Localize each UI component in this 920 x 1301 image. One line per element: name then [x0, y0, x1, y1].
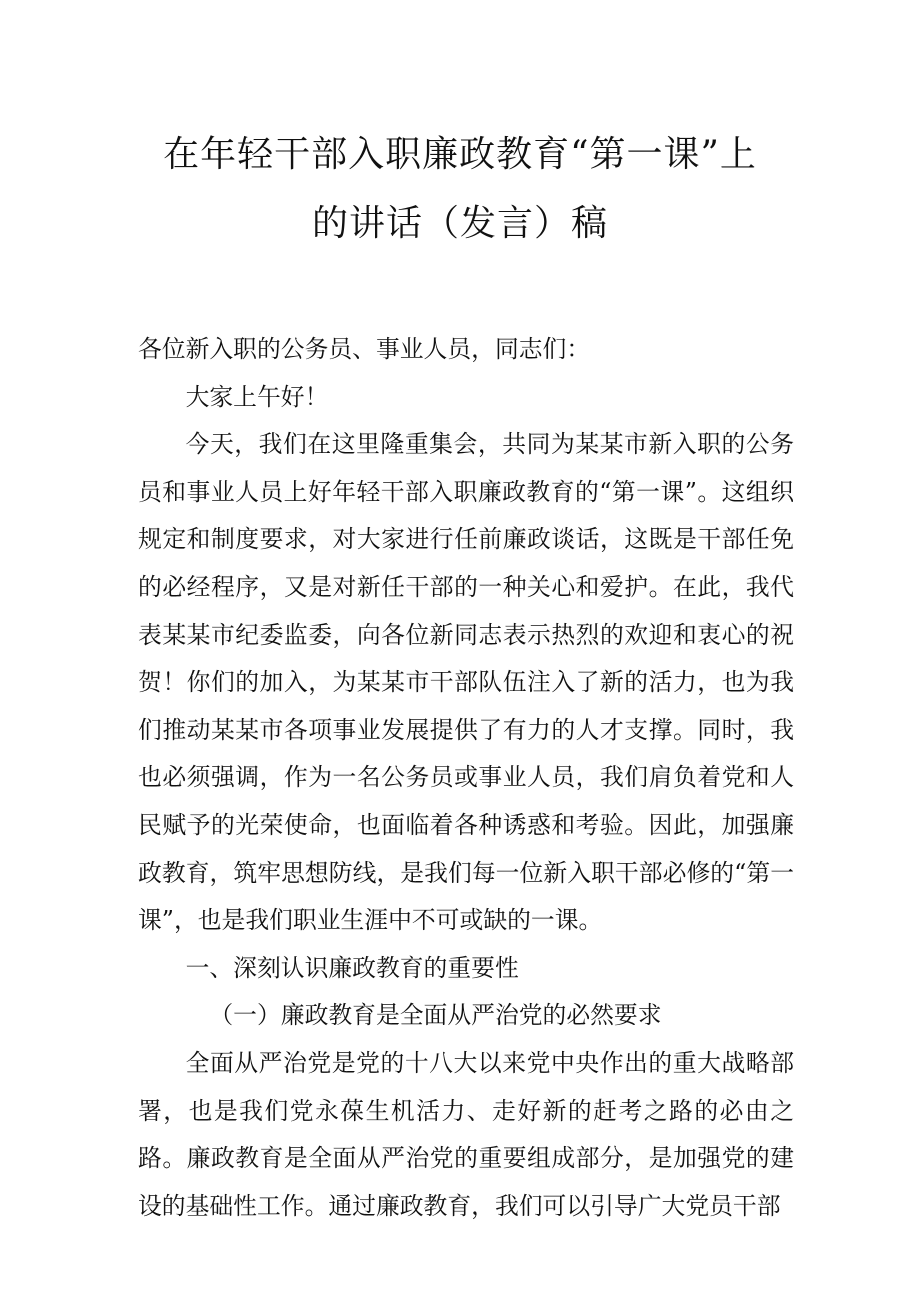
document-title-line-1: 在年轻干部入职廉政教育“第一课”上 — [163, 134, 757, 175]
greeting: 大家上午好！ — [185, 382, 329, 411]
paragraph: 今天，我们在这里隆重集会，共同为某某市新入职的公务员和事业人员上好年轻干部入职廉政教育的“第一课”。这组织规定和制度要求，对大家进行任前廉政谈话，这既是干部任免的必经程序，又是对新任干部的一种关心和爱护。在此，我代表某某市纪委监委，向各位新同志表示热烈的欢迎和衷心的祝贺！你们的加入，为某某市干部队伍注入了新的活力，也为我们推动某某市各项事业发展提供了有力的人才支撑。同时，我也必须强调，作为一名公务员或事业人员，我们肩负着党和人民赋予的光荣使命，也面临着各种诱惑和考验。因此，加强廉政教育，筑牢思想防线，是我们每一位新入职干部必修的“第一课”，也是我们职业生涯中不可或缺的一课。 — [138, 430, 794, 935]
paragraph: 全面从严治党是党的十八大以来党中央作出的重大战略部署，也是我们党永葆生机活力、走好新的赶考之路的必由之路。廉政教育是全面从严治党的重要组成部分，是加强党的建设的基础性工作。通过廉政教育，我们可以引导广大党员干部 — [138, 1048, 794, 1220]
section-heading: 一、深刻认识廉政教育的重要性 — [185, 953, 519, 982]
document-body — [138, 326, 794, 1230]
salutation: 各位新入职的公务员、事业人员，同志们： — [138, 335, 591, 363]
subsection-heading: （一）廉政教育是全面从严治党的必然要求 — [209, 1001, 662, 1030]
document-title-line-2: 的讲话（发言）稿 — [311, 203, 608, 244]
